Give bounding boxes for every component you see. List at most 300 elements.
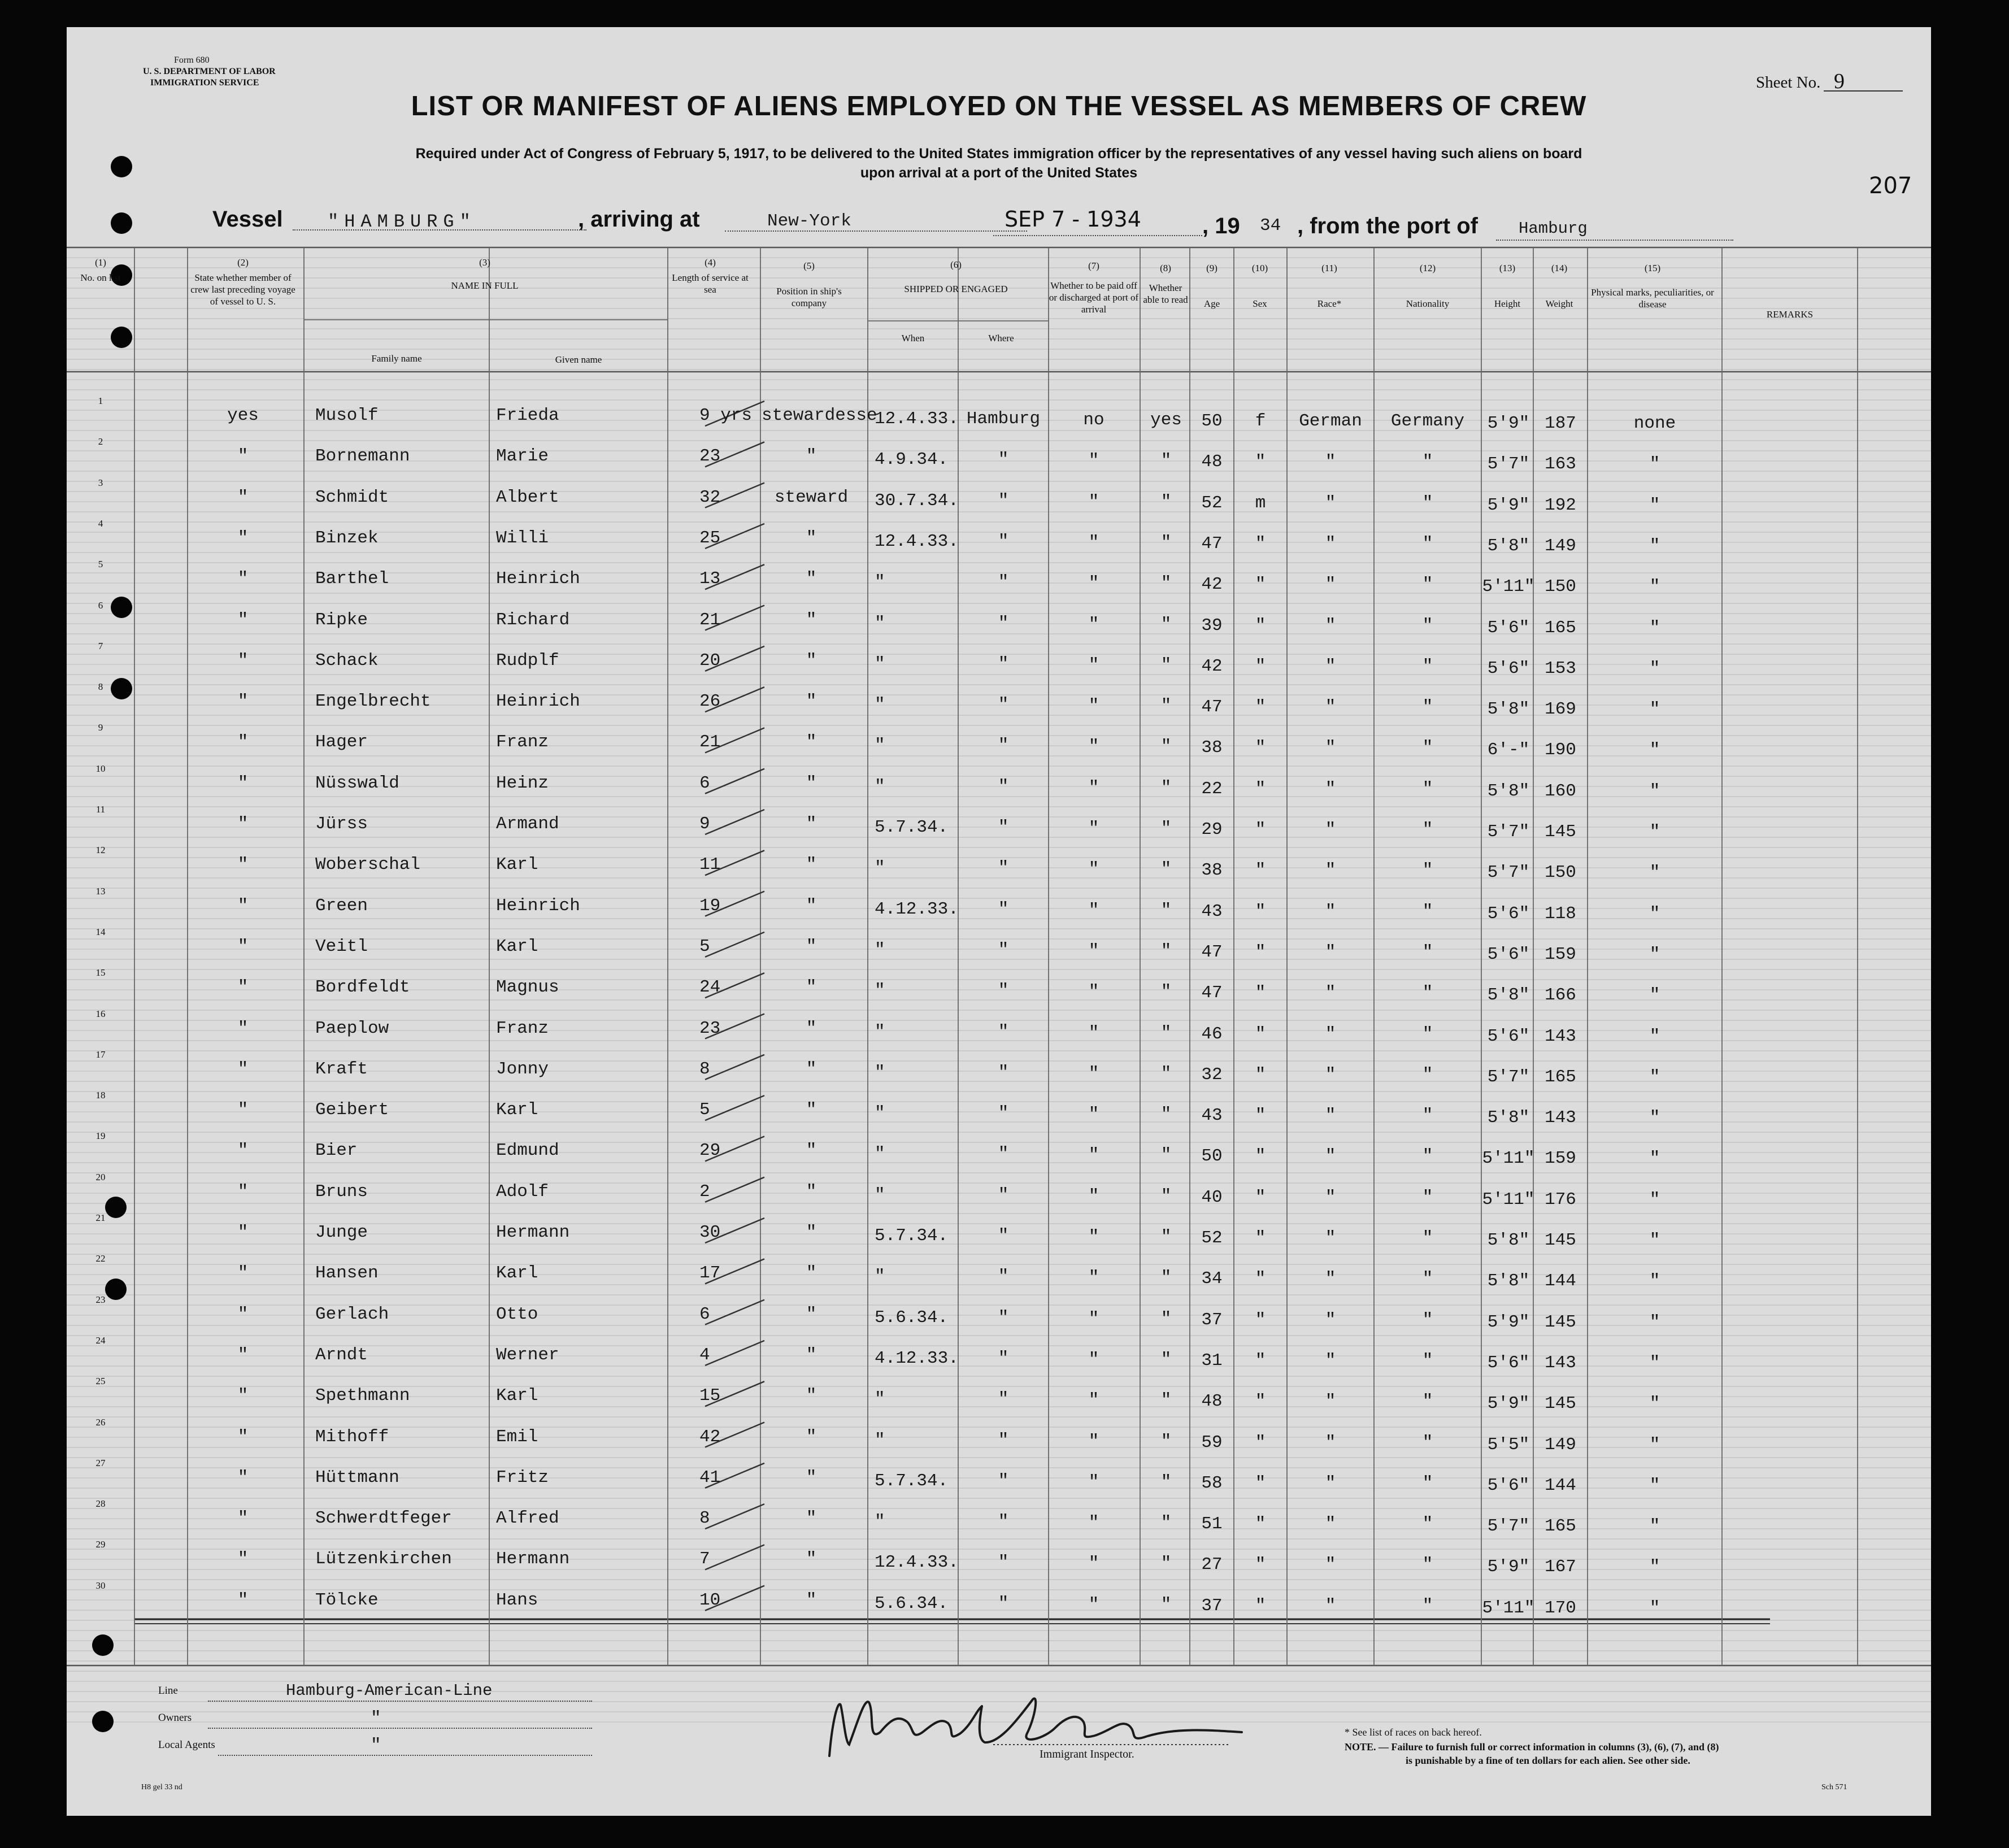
cell-race: ": [1325, 942, 1336, 962]
cell-service: 6: [699, 1304, 710, 1324]
cell-service: 30: [699, 1223, 721, 1242]
cell-paid: ": [1088, 1105, 1099, 1125]
punch-hole: [92, 1634, 114, 1656]
cell-given: Karl: [496, 855, 538, 875]
cell-position: ": [806, 1427, 817, 1447]
cell-race: German: [1299, 411, 1362, 431]
cell-height: 5'6": [1487, 1353, 1530, 1373]
cell-weight: 144: [1545, 1475, 1576, 1495]
cell-where: ": [998, 818, 1009, 837]
cell-age: 43: [1201, 901, 1223, 921]
cell-age: 50: [1201, 1146, 1223, 1167]
cell-nationality: ": [1422, 1514, 1433, 1534]
cell-service: 19: [699, 895, 721, 916]
cell-paid: ": [1088, 573, 1099, 594]
cell-paid: ": [1088, 655, 1099, 675]
cell-where: ": [998, 1267, 1009, 1287]
col-3-label: NAME IN FULL: [451, 280, 519, 291]
cell-where: ": [998, 531, 1009, 551]
cell-race: ": [1325, 738, 1336, 758]
cell-age: 52: [1201, 493, 1223, 513]
cell-sex: ": [1255, 1555, 1266, 1575]
cell-where: ": [998, 1062, 1009, 1082]
cell-when: ": [875, 1512, 885, 1532]
col-7-header: [1049, 260, 1139, 315]
cell-race: ": [1325, 575, 1336, 595]
cell-given: Karl: [496, 1263, 538, 1284]
cell-family: Barthel: [315, 569, 389, 589]
cell-height: 5'8": [1487, 536, 1530, 556]
cell-read: ": [1160, 1513, 1172, 1533]
cell-marks: ": [1649, 1475, 1660, 1495]
cell-weight: 143: [1545, 1353, 1576, 1373]
cell-sex: ": [1255, 1228, 1266, 1248]
cell-marks: ": [1649, 1230, 1660, 1250]
col-13-header: [1481, 262, 1533, 310]
cell-position: ": [806, 1223, 817, 1242]
cell-marks: ": [1649, 1394, 1660, 1414]
cell-where: ": [998, 1512, 1009, 1532]
cell-prev: ": [237, 1427, 249, 1447]
row-number: 16: [95, 1008, 106, 1019]
cell-position: ": [806, 1386, 817, 1406]
cell-family: Tölcke: [315, 1590, 379, 1610]
row-number: 11: [95, 804, 106, 815]
cell-when: ": [875, 940, 885, 960]
cell-prev: ": [237, 1304, 249, 1324]
cell-service: 8: [699, 1508, 710, 1529]
cell-position: ": [806, 814, 817, 834]
cell-age: 48: [1201, 452, 1223, 472]
row-number: 29: [95, 1539, 106, 1550]
cell-given: Hermann: [496, 1549, 570, 1569]
cell-service: 4: [699, 1345, 710, 1365]
cell-read: ": [1160, 1431, 1172, 1451]
department-label: U. S. DEPARTMENT OF LABOR: [143, 67, 276, 76]
cell-position: ": [806, 569, 817, 589]
cell-paid: ": [1088, 1268, 1099, 1288]
cell-marks: ": [1649, 1516, 1660, 1537]
cell-given: Fritz: [496, 1467, 549, 1488]
from-port: Hamburg: [1519, 219, 1588, 238]
row-number: 1: [98, 395, 103, 406]
cell-paid: ": [1088, 1349, 1099, 1369]
cell-service: 42: [699, 1427, 721, 1447]
cell-where: ": [998, 1021, 1009, 1042]
cell-paid: ": [1088, 1431, 1099, 1451]
cell-weight: 176: [1545, 1189, 1576, 1210]
cell-height: 5'6": [1487, 1026, 1530, 1046]
cell-paid: ": [1088, 1063, 1099, 1084]
punch-hole: [92, 1711, 114, 1732]
cell-paid: ": [1088, 1023, 1099, 1043]
cell-service: 26: [699, 692, 721, 712]
col-9-header: [1192, 262, 1232, 310]
arriving-fill-line: [725, 231, 1027, 232]
cell-prev: ": [237, 528, 249, 548]
cell-prev: ": [237, 1263, 249, 1284]
cell-where: ": [998, 490, 1009, 511]
cell-age: 31: [1201, 1350, 1223, 1371]
col-12-number: (12): [1419, 263, 1436, 273]
cell-when: ": [875, 695, 885, 715]
cell-nationality: ": [1422, 533, 1433, 554]
cell-marks: ": [1649, 822, 1660, 842]
col-6-when-label: When: [901, 333, 925, 343]
cell-nationality: ": [1422, 901, 1433, 921]
cell-race: ": [1325, 1187, 1336, 1207]
cell-race: ": [1325, 697, 1336, 718]
cell-given: Emil: [496, 1427, 538, 1447]
col-1-header: [67, 256, 134, 284]
cell-sex: ": [1255, 738, 1266, 758]
cell-read: ": [1160, 1349, 1172, 1369]
cell-sex: ": [1255, 615, 1266, 636]
cell-race: ": [1325, 1595, 1336, 1616]
cell-race: ": [1325, 1146, 1336, 1167]
col-1-label: No. on list: [80, 272, 121, 283]
cell-height: 5'8": [1487, 1271, 1530, 1292]
cell-prev: ": [237, 569, 249, 589]
row-number: 30: [95, 1580, 106, 1591]
cell-nationality: ": [1422, 1555, 1433, 1575]
row-number: 6: [98, 599, 103, 611]
cell-height: 5'7": [1487, 822, 1530, 842]
cell-service: 11: [699, 855, 721, 875]
cell-paid: no: [1083, 410, 1104, 430]
cell-height: 5'9": [1487, 1557, 1530, 1577]
cell-prev: ": [237, 773, 249, 793]
cell-paid: ": [1088, 900, 1099, 920]
cell-prev: ": [237, 1059, 249, 1079]
cell-service: 9: [699, 814, 710, 834]
col-1-number: (1): [95, 257, 106, 268]
cell-weight: 160: [1545, 781, 1576, 801]
col-5-number: (5): [803, 260, 815, 271]
cell-weight: 153: [1545, 658, 1576, 679]
cell-age: 50: [1201, 411, 1223, 431]
cell-age: 43: [1201, 1106, 1223, 1126]
cell-family: Paeplow: [315, 1018, 389, 1038]
cell-when: ": [875, 858, 885, 879]
cell-where: ": [998, 1307, 1009, 1328]
col-7-number: (7): [1088, 260, 1099, 271]
sch-code: Sch 571: [1821, 1783, 1847, 1792]
cell-age: 51: [1201, 1514, 1223, 1534]
sheet-underline: [1824, 90, 1903, 92]
cell-read: ": [1160, 941, 1172, 961]
cell-marks: ": [1649, 577, 1660, 597]
cell-family: Green: [315, 895, 368, 916]
cell-marks: ": [1649, 1067, 1660, 1087]
line-label: Line: [158, 1685, 178, 1697]
cell-age: 37: [1201, 1310, 1223, 1330]
cell-when: 5.6.34.: [875, 1593, 949, 1614]
cell-read: ": [1160, 1023, 1172, 1043]
col-4-number: (4): [705, 257, 716, 268]
cell-family: Veitl: [315, 936, 368, 956]
cell-read: ": [1160, 492, 1172, 512]
cell-height: 5'6": [1487, 1475, 1530, 1495]
cell-given: Franz: [496, 732, 549, 753]
cell-weight: 145: [1545, 1394, 1576, 1414]
cell-family: Hager: [315, 732, 368, 753]
row-number: 14: [95, 926, 106, 937]
cell-weight: 144: [1545, 1271, 1576, 1292]
cell-race: ": [1325, 1310, 1336, 1330]
cell-position: ": [806, 732, 817, 753]
cell-prev: ": [237, 814, 249, 834]
cell-read: ": [1160, 1390, 1172, 1411]
cell-family: Gerlach: [315, 1304, 389, 1324]
cell-position: ": [806, 1345, 817, 1365]
cell-read: ": [1160, 573, 1172, 594]
cell-paid: ": [1088, 777, 1099, 798]
cell-nationality: ": [1422, 575, 1433, 595]
col-9-number: (9): [1206, 263, 1217, 273]
cell-family: Hüttmann: [315, 1467, 399, 1488]
cell-prev: ": [237, 855, 249, 875]
row-number: 21: [95, 1212, 106, 1223]
cell-position: ": [806, 855, 817, 875]
cell-given: Marie: [496, 446, 549, 467]
row-number: 8: [98, 681, 103, 693]
cell-age: 46: [1201, 1024, 1223, 1044]
cell-nationality: ": [1422, 493, 1433, 513]
cell-marks: ": [1649, 1312, 1660, 1332]
cell-race: ": [1325, 901, 1336, 921]
cell-read: ": [1160, 1268, 1172, 1288]
cell-age: 42: [1201, 656, 1223, 676]
fine-note-line2: is punishable by a fine of ten dollars for each alien. See other side.: [1406, 1755, 1690, 1766]
cell-paid: ": [1088, 1227, 1099, 1247]
cell-height: 5'11": [1482, 577, 1535, 597]
row-number: 24: [95, 1334, 106, 1346]
cell-weight: 145: [1545, 822, 1576, 842]
cell-sex: ": [1255, 1187, 1266, 1207]
cell-family: Bier: [315, 1141, 358, 1161]
cell-given: Jonny: [496, 1059, 549, 1079]
vessel-name: "HAMBURG": [328, 211, 476, 232]
cell-weight: 165: [1545, 1067, 1576, 1087]
cell-family: Ripke: [315, 610, 368, 630]
cell-paid: ": [1088, 1513, 1099, 1533]
cell-marks: ": [1649, 618, 1660, 638]
cell-where: ": [998, 1226, 1009, 1246]
cell-read: ": [1160, 737, 1172, 757]
cell-read: ": [1160, 1145, 1172, 1166]
col-13-number: (13): [1499, 263, 1516, 273]
cell-where: ": [998, 776, 1009, 797]
cell-height: 5'8": [1487, 699, 1530, 720]
cell-marks: ": [1649, 1557, 1660, 1577]
cell-when: ": [875, 776, 885, 797]
col-5-label: Position in ship's company: [776, 286, 842, 308]
cell-read: ": [1160, 777, 1172, 798]
cell-prev: ": [237, 1467, 249, 1488]
cell-sex: ": [1255, 1473, 1266, 1493]
cell-prev: ": [237, 446, 249, 467]
cell-position: ": [806, 773, 817, 793]
cell-nationality: ": [1422, 1064, 1433, 1085]
col-11-label: Race*: [1317, 298, 1342, 309]
col-14-header: [1533, 262, 1585, 310]
row-number: 13: [95, 885, 106, 897]
cell-position: ": [806, 977, 817, 998]
cell-nationality: ": [1422, 1228, 1433, 1248]
cell-height: 5'11": [1482, 1189, 1535, 1210]
cell-family: Kraft: [315, 1059, 368, 1079]
cell-family: Bruns: [315, 1181, 368, 1202]
cell-age: 32: [1201, 1064, 1223, 1085]
cell-paid: ": [1088, 1594, 1099, 1615]
cell-given: Magnus: [496, 977, 559, 998]
cell-age: 47: [1201, 983, 1223, 1003]
cell-nationality: ": [1422, 1106, 1433, 1126]
cell-height: 5'9": [1487, 1312, 1530, 1332]
cell-height: 5'11": [1482, 1149, 1535, 1169]
cell-where: ": [998, 1144, 1009, 1164]
row-number: 7: [98, 640, 103, 651]
cell-marks: ": [1649, 1598, 1660, 1618]
cell-prev: ": [237, 1181, 249, 1202]
cell-marks: ": [1649, 781, 1660, 801]
cell-marks: ": [1649, 863, 1660, 883]
cell-sex: ": [1255, 697, 1266, 718]
cell-prev: ": [237, 487, 249, 507]
cell-age: 59: [1201, 1432, 1223, 1453]
cell-family: Geibert: [315, 1100, 389, 1120]
cell-paid: ": [1088, 859, 1099, 880]
row-number: 19: [95, 1130, 106, 1142]
cell-race: ": [1325, 1514, 1336, 1534]
cell-marks: ": [1649, 903, 1660, 924]
cell-age: 40: [1201, 1187, 1223, 1207]
cell-when: 12.4.33.: [875, 531, 959, 551]
cell-nationality: ": [1422, 1432, 1433, 1453]
cell-service: 5: [699, 936, 710, 956]
manifest-sheet: [67, 27, 1931, 1816]
vessel-label: Vessel: [212, 207, 283, 232]
print-code: H8 gel 33 nd: [141, 1783, 182, 1792]
cell-prev: ": [237, 650, 249, 671]
cell-prev: ": [237, 936, 249, 956]
col-8-header: [1140, 262, 1191, 306]
cell-height: 5'7": [1487, 1067, 1530, 1087]
cell-nationality: Germany: [1390, 411, 1465, 431]
inspector-label: Immigrant Inspector.: [1040, 1748, 1134, 1760]
cell-prev: ": [237, 1590, 249, 1610]
cell-race: ": [1325, 1269, 1336, 1289]
cell-prev: ": [237, 732, 249, 753]
cell-nationality: ": [1422, 452, 1433, 472]
remarks-header: REMARKS: [1766, 309, 1814, 320]
cell-read: ": [1160, 819, 1172, 838]
cell-paid: ": [1088, 819, 1099, 838]
cell-family: Lützenkirchen: [315, 1549, 452, 1569]
year-prefix: , 19: [1202, 214, 1240, 238]
cell-sex: ": [1255, 1106, 1266, 1126]
cell-position: ": [806, 650, 817, 671]
col-2-label: State whether member of crew last preceding voyage of vessel to U. S.: [190, 272, 295, 307]
race-note: * See list of races on back hereof.: [1345, 1727, 1482, 1738]
cell-marks: ": [1649, 985, 1660, 1006]
cell-height: 5'9": [1487, 495, 1530, 515]
cell-marks: ": [1649, 454, 1660, 475]
cell-given: Hermann: [496, 1223, 570, 1242]
cell-race: ": [1325, 493, 1336, 513]
cell-given: Albert: [496, 487, 559, 507]
cell-given: Karl: [496, 936, 538, 956]
cell-nationality: ": [1422, 942, 1433, 962]
year-suffix: 34: [1260, 216, 1281, 236]
cell-age: 48: [1201, 1392, 1223, 1412]
cell-prev: ": [237, 1549, 249, 1569]
cell-given: Frieda: [496, 406, 559, 425]
cell-service: 41: [699, 1467, 721, 1488]
cell-service: 2: [699, 1181, 710, 1202]
cell-height: 5'6": [1487, 658, 1530, 679]
cell-when: 12.4.33.: [875, 409, 959, 429]
cell-service: 32: [699, 487, 721, 507]
cell-read: ": [1160, 1594, 1172, 1615]
col-2-header: [188, 256, 298, 307]
cell-when: ": [875, 1185, 885, 1205]
cell-weight: 143: [1545, 1026, 1576, 1046]
cell-marks: ": [1649, 944, 1660, 964]
cell-when: ": [875, 1144, 885, 1164]
cell-marks: ": [1649, 740, 1660, 760]
col-8-label: Whether able to read: [1143, 282, 1188, 305]
cell-weight: 165: [1545, 618, 1576, 638]
arriving-port: New-York: [767, 211, 851, 231]
cell-nationality: ": [1422, 738, 1433, 758]
cell-given: Heinrich: [496, 692, 580, 712]
col-12-header: [1374, 262, 1481, 310]
cell-paid: ": [1088, 492, 1099, 512]
cell-read: ": [1160, 900, 1172, 920]
row-number: 17: [95, 1049, 106, 1060]
cell-given: Heinz: [496, 773, 549, 793]
cell-when: ": [875, 1267, 885, 1287]
cell-paid: ": [1088, 1145, 1099, 1166]
col-11-number: (11): [1321, 263, 1337, 273]
cell-read: ": [1160, 1308, 1172, 1329]
vessel-fill-line: [293, 229, 586, 231]
cell-age: 34: [1201, 1269, 1223, 1289]
cell-nationality: ": [1422, 1473, 1433, 1493]
cell-given: Alfred: [496, 1508, 559, 1529]
row-number: 15: [95, 967, 106, 979]
cell-weight: 118: [1545, 903, 1576, 924]
cell-where: ": [998, 1553, 1009, 1573]
cell-race: ": [1325, 656, 1336, 676]
cell-race: ": [1325, 1024, 1336, 1044]
cell-paid: ": [1088, 696, 1099, 716]
cell-read: yes: [1150, 410, 1182, 430]
cell-read: ": [1160, 451, 1172, 471]
cell-given: Richard: [496, 610, 570, 630]
cell-prev: ": [237, 1345, 249, 1365]
cell-position: ": [806, 1181, 817, 1202]
cell-height: 5'6": [1487, 944, 1530, 964]
cell-sex: ": [1255, 1514, 1266, 1534]
cell-family: Schwerdtfeger: [315, 1508, 452, 1529]
cell-age: 27: [1201, 1555, 1223, 1575]
cell-position: ": [806, 936, 817, 956]
cell-sex: ": [1255, 860, 1266, 881]
cell-where: ": [998, 695, 1009, 715]
